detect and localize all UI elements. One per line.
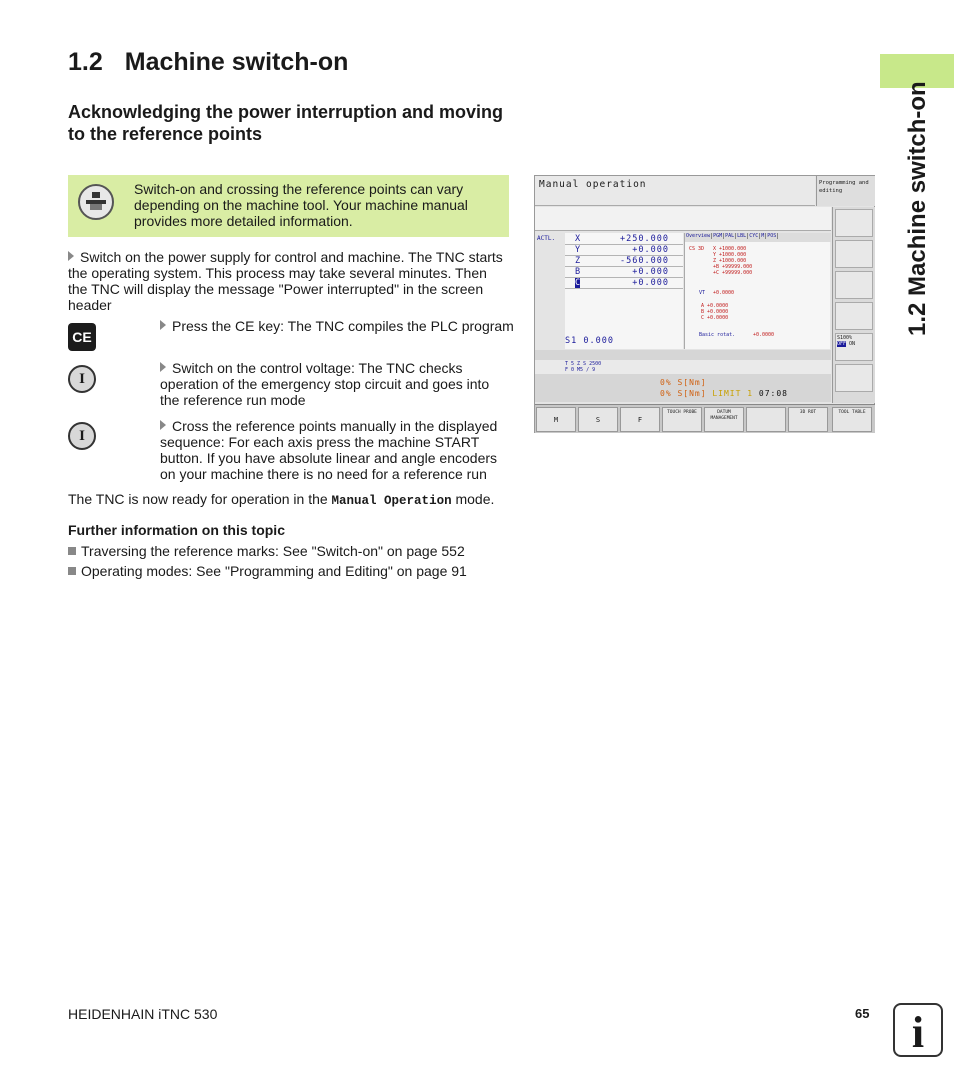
softkey-3d-rot[interactable]: 3D ROT (788, 407, 828, 432)
footer-product: HEIDENHAIN iTNC 530 (68, 1006, 218, 1022)
screen-status-line: T 5 Z S 2500 F 0 M5 / 9 (535, 360, 831, 374)
arrow-icon (160, 320, 166, 330)
softkey-f[interactable]: F (620, 407, 660, 432)
softkey-m-icon[interactable] (835, 209, 873, 237)
screen-axes-panel (565, 233, 683, 349)
tnc-screenshot (534, 175, 875, 433)
screen-feed-display: 0% S[Nm] 0% S[Nm] LIMIT 1 07:08 (660, 378, 788, 398)
screen-mode-title: Manual operation (535, 176, 815, 206)
machine-on-key-icon: I (68, 365, 96, 393)
softkey-m[interactable]: M (536, 407, 576, 432)
screen-spindle: S1 0.000 (565, 336, 614, 346)
limit-list: X +1000.000 Y +1000.000 Z +1000.000 +B +99999.000 +C +99999.000 (713, 246, 753, 276)
softkey-t-icon[interactable] (835, 271, 873, 299)
axis-row: X +250.000 (565, 234, 683, 245)
softkey-plus-icon[interactable] (835, 302, 873, 330)
step-power: Switch on the power supply for control and machine. The TNC starts the operating system. This process may take several minutes. Then the TNC will display the message "Power interrupted" in the screen header (68, 249, 503, 313)
mode-name: Manual Operation (331, 494, 452, 508)
arrow-icon (160, 362, 166, 372)
axis-row: C +0.000 (565, 278, 683, 289)
subtitle: Acknowledging the power interruption and moving to the reference points (68, 102, 504, 144)
page-title: 1.2 Machine switch-on (68, 48, 349, 76)
step-reference: Cross the reference points manually in the displayed sequence: For each axis press the machine START button. If you have absolute linear and angle encoders on your machine there is no need for a reference run (160, 418, 498, 482)
abc-list: A +0.0000 B +0.0000 C +0.0000 (701, 303, 729, 321)
softkey-s-icon[interactable] (835, 240, 873, 268)
ready-text: The TNC is now ready for operation in the Manual Operation mode. (68, 491, 495, 508)
note-box (68, 175, 509, 237)
step-ce: Press the CE key: The TNC compiles the PLC program (160, 318, 515, 334)
machine-start-key-icon: I (68, 422, 96, 450)
softkey-datum-management[interactable]: DATUM MANAGEMENT (704, 407, 744, 432)
screen-tabs: Overview PGM PAL LBL CYC M POS (685, 233, 831, 242)
page-number: 65 (855, 1006, 870, 1021)
softkey-s[interactable]: S (578, 407, 618, 432)
info-icon: i (893, 1003, 943, 1057)
further-heading: Further information on this topic (68, 522, 285, 538)
softkey-empty[interactable] (746, 407, 786, 432)
note-text: Switch-on and crossing the reference points can vary depending on the machine tool. Your machine manual provides more detailed information. (134, 181, 468, 229)
softkey-touch-probe[interactable]: TOUCH PROBE (662, 407, 702, 432)
bullet-icon (68, 567, 76, 575)
bullet-icon (68, 547, 76, 555)
axis-row: Z -560.000 (565, 256, 683, 267)
softkey-tool-table[interactable]: TOOL TABLE (832, 407, 872, 432)
screen-status-panel: Overview PGM PAL LBL CYC M POS CS 3D X +1000.000 Y +1000.000 Z +1000.000 +B +99999.000 +C +99999.000 VT +0.0000 A +0.0000 B +0.0000 C +0.0000 Basic rotat. +0.0000 (684, 233, 830, 349)
further-item[interactable]: Traversing the reference marks: See "Switch-on" on page 552 (68, 543, 465, 559)
softkey-override[interactable]: S100% OFF ON (835, 333, 873, 361)
axis-row: B +0.000 (565, 267, 683, 278)
screen-softkey-bar (535, 404, 875, 433)
arrow-icon (160, 420, 166, 430)
axis-row: Y +0.000 (565, 245, 683, 256)
screen-programming-label: Programming and editing (816, 176, 875, 206)
step-control-voltage: Switch on the control voltage: The TNC checks operation of the emergency stop circuit and goes into the reference run mode (160, 360, 490, 408)
screen-vertical-softkeys (832, 207, 875, 403)
further-item[interactable]: Operating modes: See "Programming and Editing" on page 91 (68, 563, 467, 579)
arrow-icon (68, 251, 74, 261)
machine-note-icon (78, 184, 114, 220)
side-tab-label: 1.2 Machine switch-on (904, 81, 931, 336)
screen-actl-label: ACTL. (537, 235, 556, 242)
screen-message-area (535, 207, 831, 231)
ce-key-icon: CE (68, 323, 96, 351)
softkey-minus-icon[interactable] (835, 364, 873, 392)
